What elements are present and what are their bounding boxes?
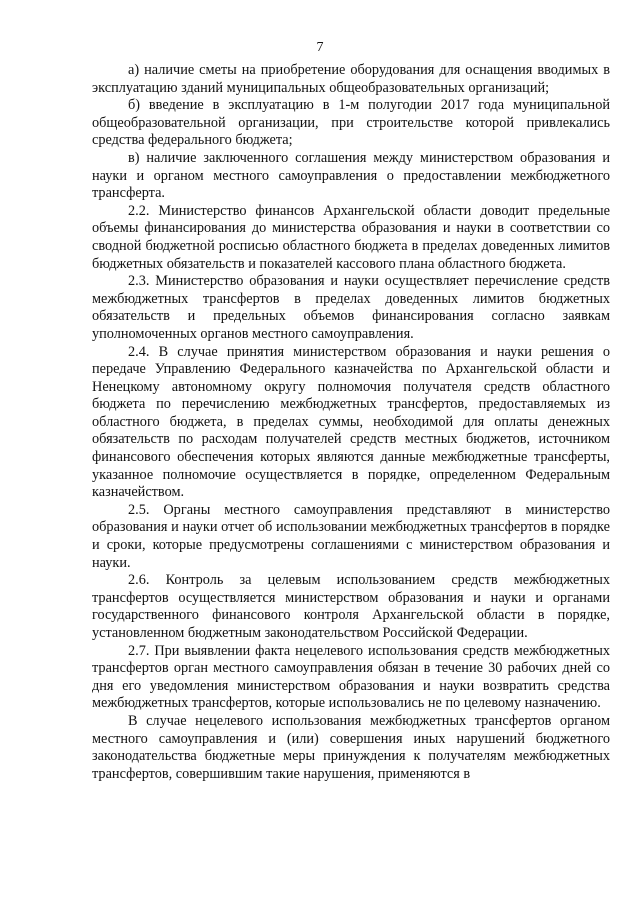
paragraph-2-4: 2.4. В случае принятия министерством образования и науки решения о передаче Управлению Федерального казначейства по Архангельской области и Ненецкому автономному округу полномочия получателя средств областного бюджета по перечислению межбюджетных трансфертов, предоставляемых из областного бюджета, в пределах суммы, необходимой для оплаты денежных обязательств по расходам получателей средств местных бюджетов, источником финансового обеспечения которых являются данные межбюджетные трансферты, указанное полномочие осуществляется в порядке, определенном Федеральным казначейством. <box>92 343 610 501</box>
paragraph-misuse-continuation: В случае нецелевого использования межбюджетных трансфертов органом местного самоуправления и (или) совершения иных нарушений бюджетного законодательства бюджетные меры принуждения к получателям межбюджетных трансфертов, совершившим такие нарушения, применяются в <box>92 712 610 782</box>
paragraph-item-b: б) введение в эксплуатацию в 1-м полугодии 2017 года муниципальной общеобразовательной организации, при строительстве которой привлекались средства федерального бюджета; <box>92 97 610 149</box>
paragraph-item-v: в) наличие заключенного соглашения между министерством образования и науки и органом местного самоуправления о предоставлении межбюджетного трансферта. <box>92 149 610 202</box>
paragraph-2-6: 2.6. Контроль за целевым использованием средств межбюджетных трансфертов осуществляется министерством образования и науки и органами государственного финансового контроля Архангельской области в порядке, установленном бюджетным законодательством Российской Федерации. <box>92 572 610 641</box>
paragraph-2-7: 2.7. При выявлении факта нецелевого использования средств межбюджетных трансфертов орган местного самоуправления обязан в течение 30 рабочих дней со дня его уведомления министерством образования и науки возвратить средства межбюджетных трансфертов, которые использовались не по целевому назначению. <box>92 642 610 712</box>
paragraph-2-3: 2.3. Министерство образования и науки осуществляет перечисление средств межбюджетных трансфертов в пределах доведенных лимитов бюджетных обязательств и предельных объемов финансирования согласно заявкам уполномоченных органов местного самоуправления. <box>92 273 610 342</box>
page-number: 7 <box>316 40 324 55</box>
paragraph-2-5: 2.5. Органы местного самоуправления представляют в министерство образования и науки отчет об использовании межбюджетных трансфертов в порядке и сроки, которые предусмотрены соглашениями с министерством образования и науки. <box>92 501 610 571</box>
document-body <box>92 62 610 783</box>
paragraph-2-2: 2.2. Министерство финансов Архангельской области доводит предельные объемы финансирования до министерства образования и науки в соответствии со сводной бюджетной росписью областного бюджета в пределах доведенных лимитов бюджетных обязательств и показателей кассового плана областного бюджета. <box>92 202 610 272</box>
paragraph-item-a: а) наличие сметы на приобретение оборудования для оснащения вводимых в эксплуатацию зданий муниципальных общеобразовательных организаций; <box>92 62 610 96</box>
